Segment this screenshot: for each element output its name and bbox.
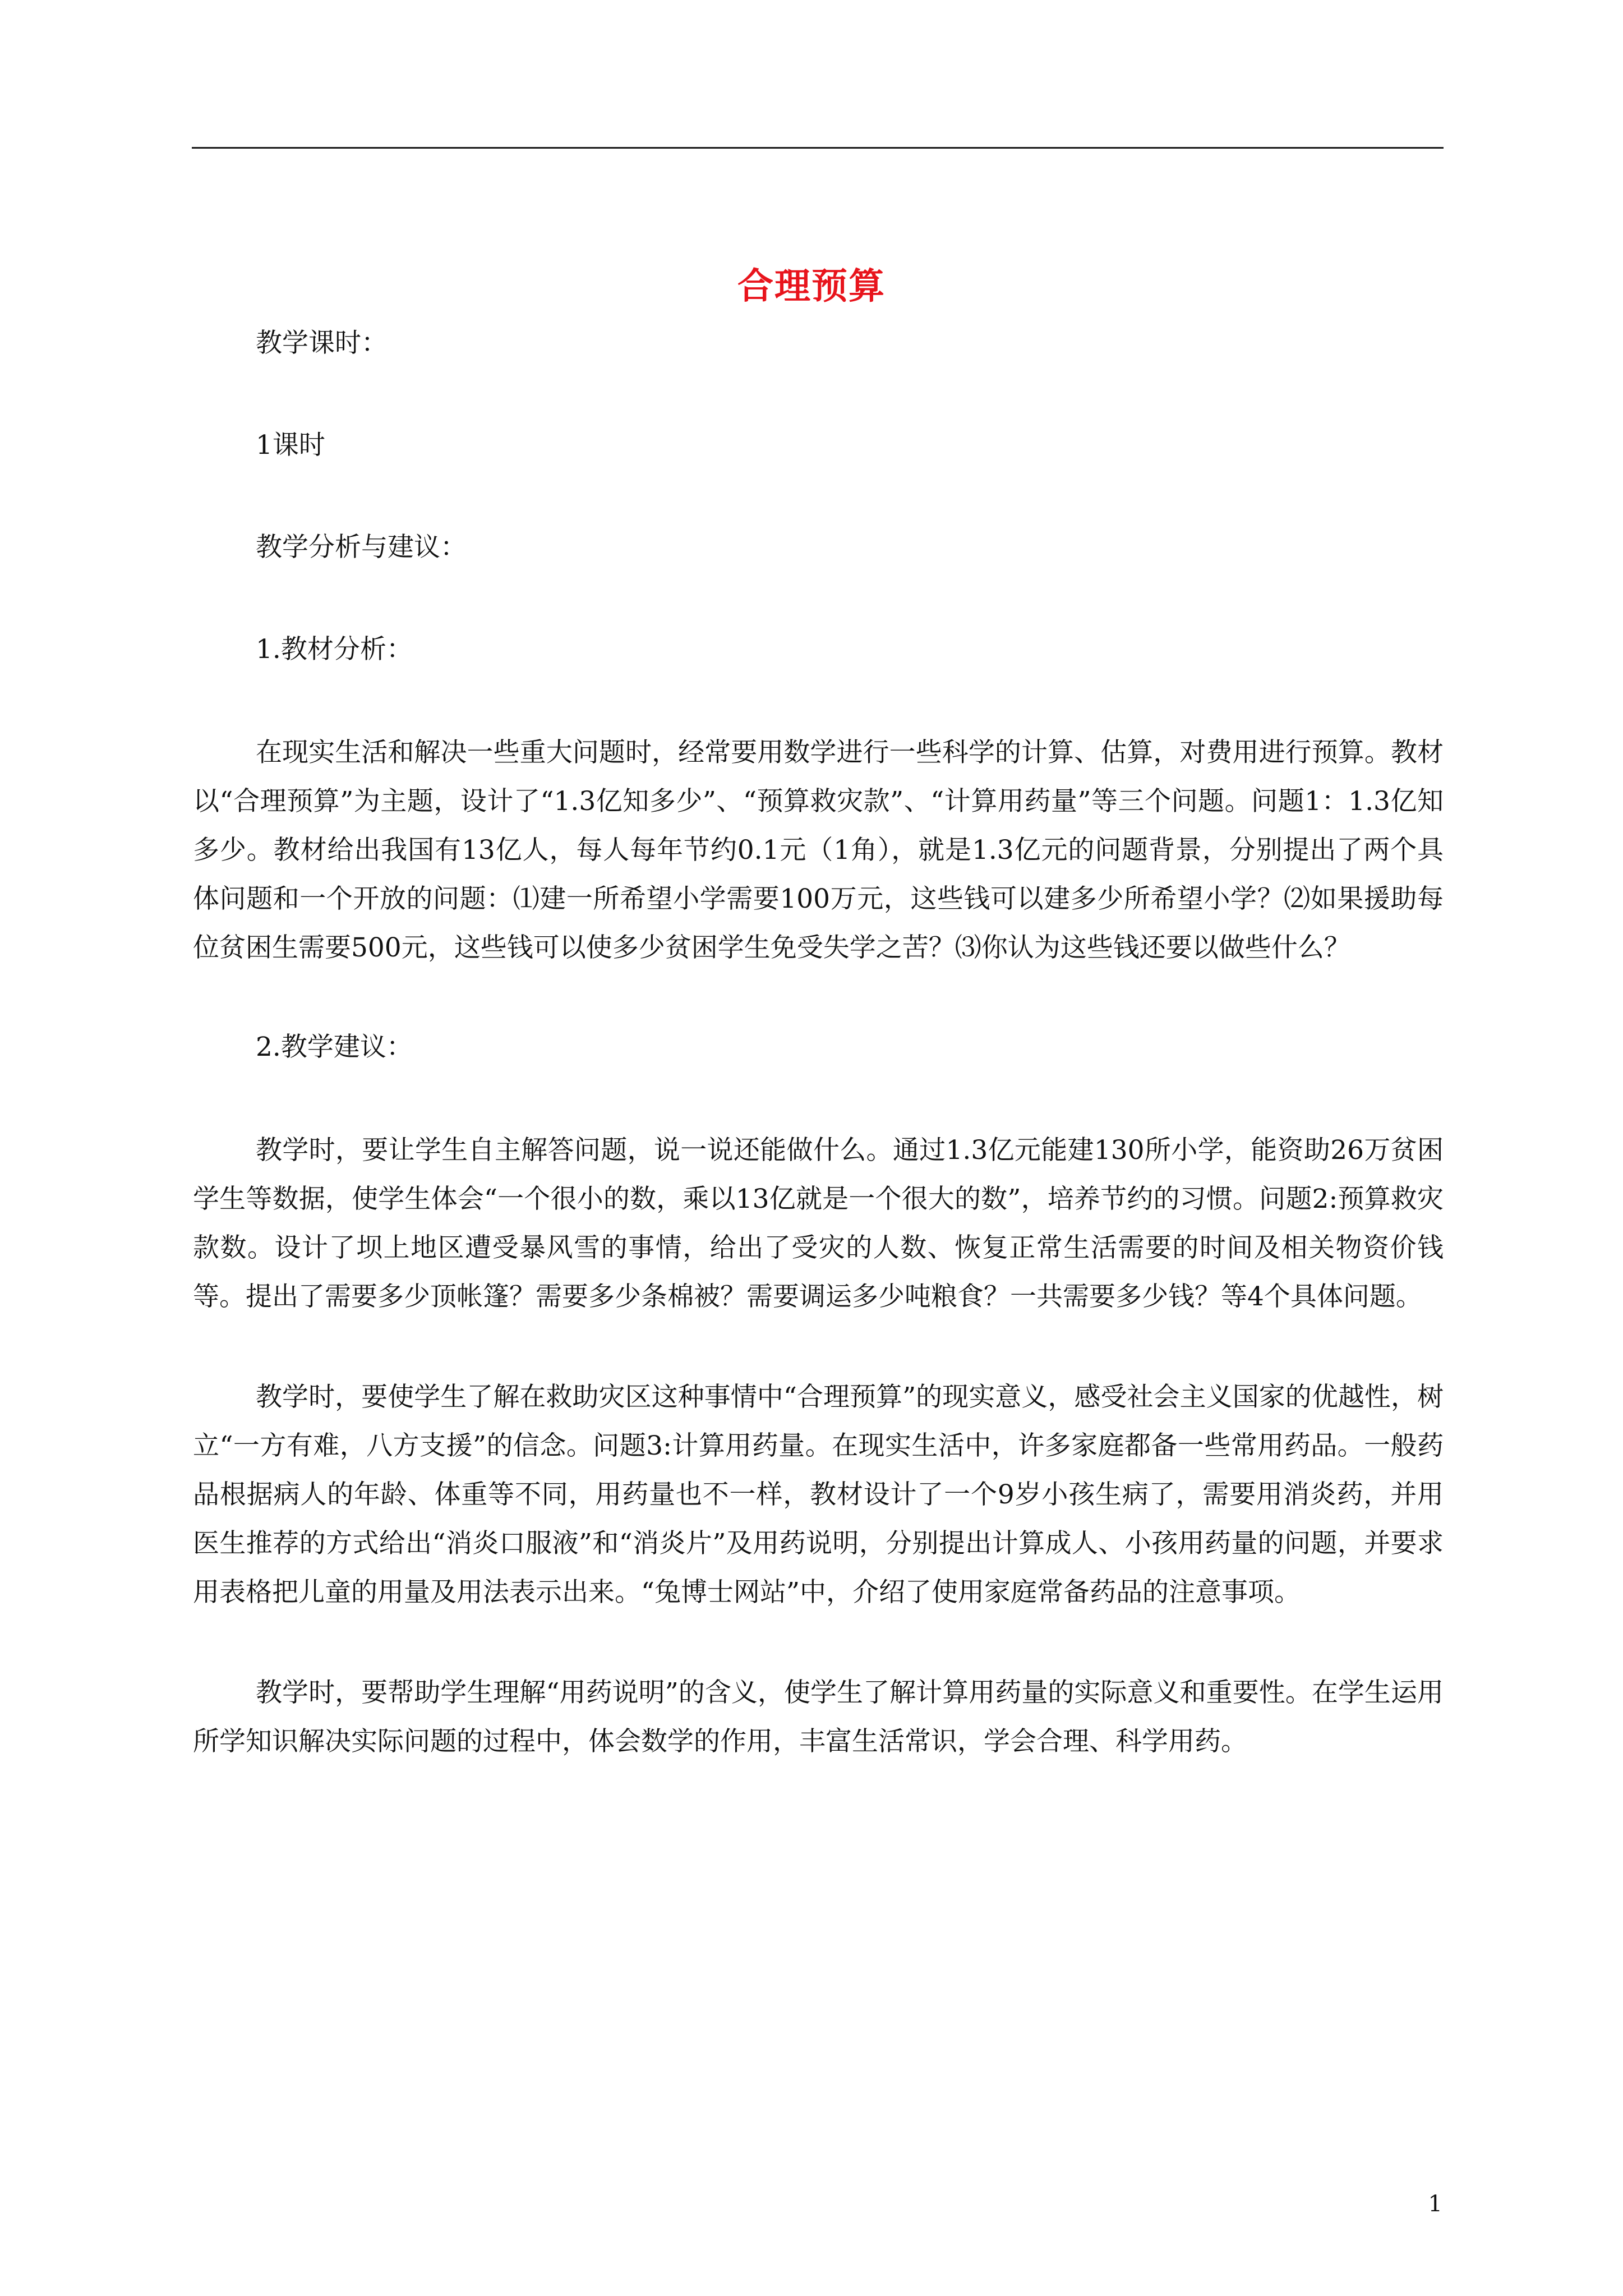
paragraph-disaster-relief: 教学时，要使学生了解在救助灾区这种事情中“合理预算”的现实意义，感受社会主义国家的优越性，树立“一方有难，八方支援”的信念。问题3:计算用药量。在现实生活中，许多家庭都备一些常用药品。一般药品根据病人的年龄、体重等不同，用药量也不一样，教材设计了一个9岁小孩生病了，需要用消炎药，并用医生推荐的方式给出“消炎口服液”和“消炎片”及用药说明，分别提出计算成人、小孩用药量的问题，并要求用表格把儿童的用量及用法表示出来。“兔博士网站”中，介绍了使用家庭常备药品的注意事项。	[193, 1382, 1444, 1608]
document-title: 合理预算	[737, 265, 886, 307]
teaching-suggestion-heading: 2.教学建议：	[256, 1032, 413, 1062]
document-body	[193, 320, 1444, 1766]
textbook-analysis-heading: 1.教材分析：	[256, 634, 413, 665]
lesson-hours-value: 1课时	[256, 430, 325, 461]
page-number: 1	[1428, 2191, 1442, 2217]
lesson-hours-label: 教学课时：	[256, 328, 388, 358]
paragraph-teaching-suggestion: 教学时，要让学生自主解答问题，说一说还能做什么。通过1.3亿元能建130所小学，能资助26万贫困学生等数据，使学生体会“一个很小的数，乘以13亿就是一个很大的数”，培养节约的习惯。问题2:预算救灾款数。设计了坝上地区遭受暴风雪的事情，给出了受灾的人数、恢复正常生活需要的时间及相关物资价钱等。提出了需要多少顶帐篷？需要多少条棉被？需要调运多少吨粮食？一共需要多少钱？等4个具体问题。	[193, 1135, 1444, 1312]
analysis-heading: 教学分析与建议：	[256, 532, 467, 563]
header-rule	[192, 147, 1444, 149]
paragraph-medication: 教学时，要帮助学生理解“用药说明”的含义，使学生了解计算用药量的实际意义和重要性。在学生运用所学知识解决实际问题的过程中，体会数学的作用，丰富生活常识，学会合理、科学用药。	[193, 1677, 1444, 1757]
paragraph-textbook-analysis: 在现实生活和解决一些重大问题时，经常要用数学进行一些科学的计算、估算，对费用进行预算。教材以“合理预算”为主题，设计了“1.3亿知多少”、“预算救灾款”、“计算用药量”等三个问题。问题1：1.3亿知多少。教材给出我国有13亿人，每人每年节约0.1元（1角），就是1.3亿元的问题背景，分别提出了两个具体问题和一个开放的问题：⑴建一所希望小学需要100万元，这些钱可以建多少所希望小学？⑵如果援助每位贫困生需要500元，这些钱可以使多少贫困学生免受失学之苦？⑶你认为这些钱还要以做些什么？	[193, 737, 1444, 963]
